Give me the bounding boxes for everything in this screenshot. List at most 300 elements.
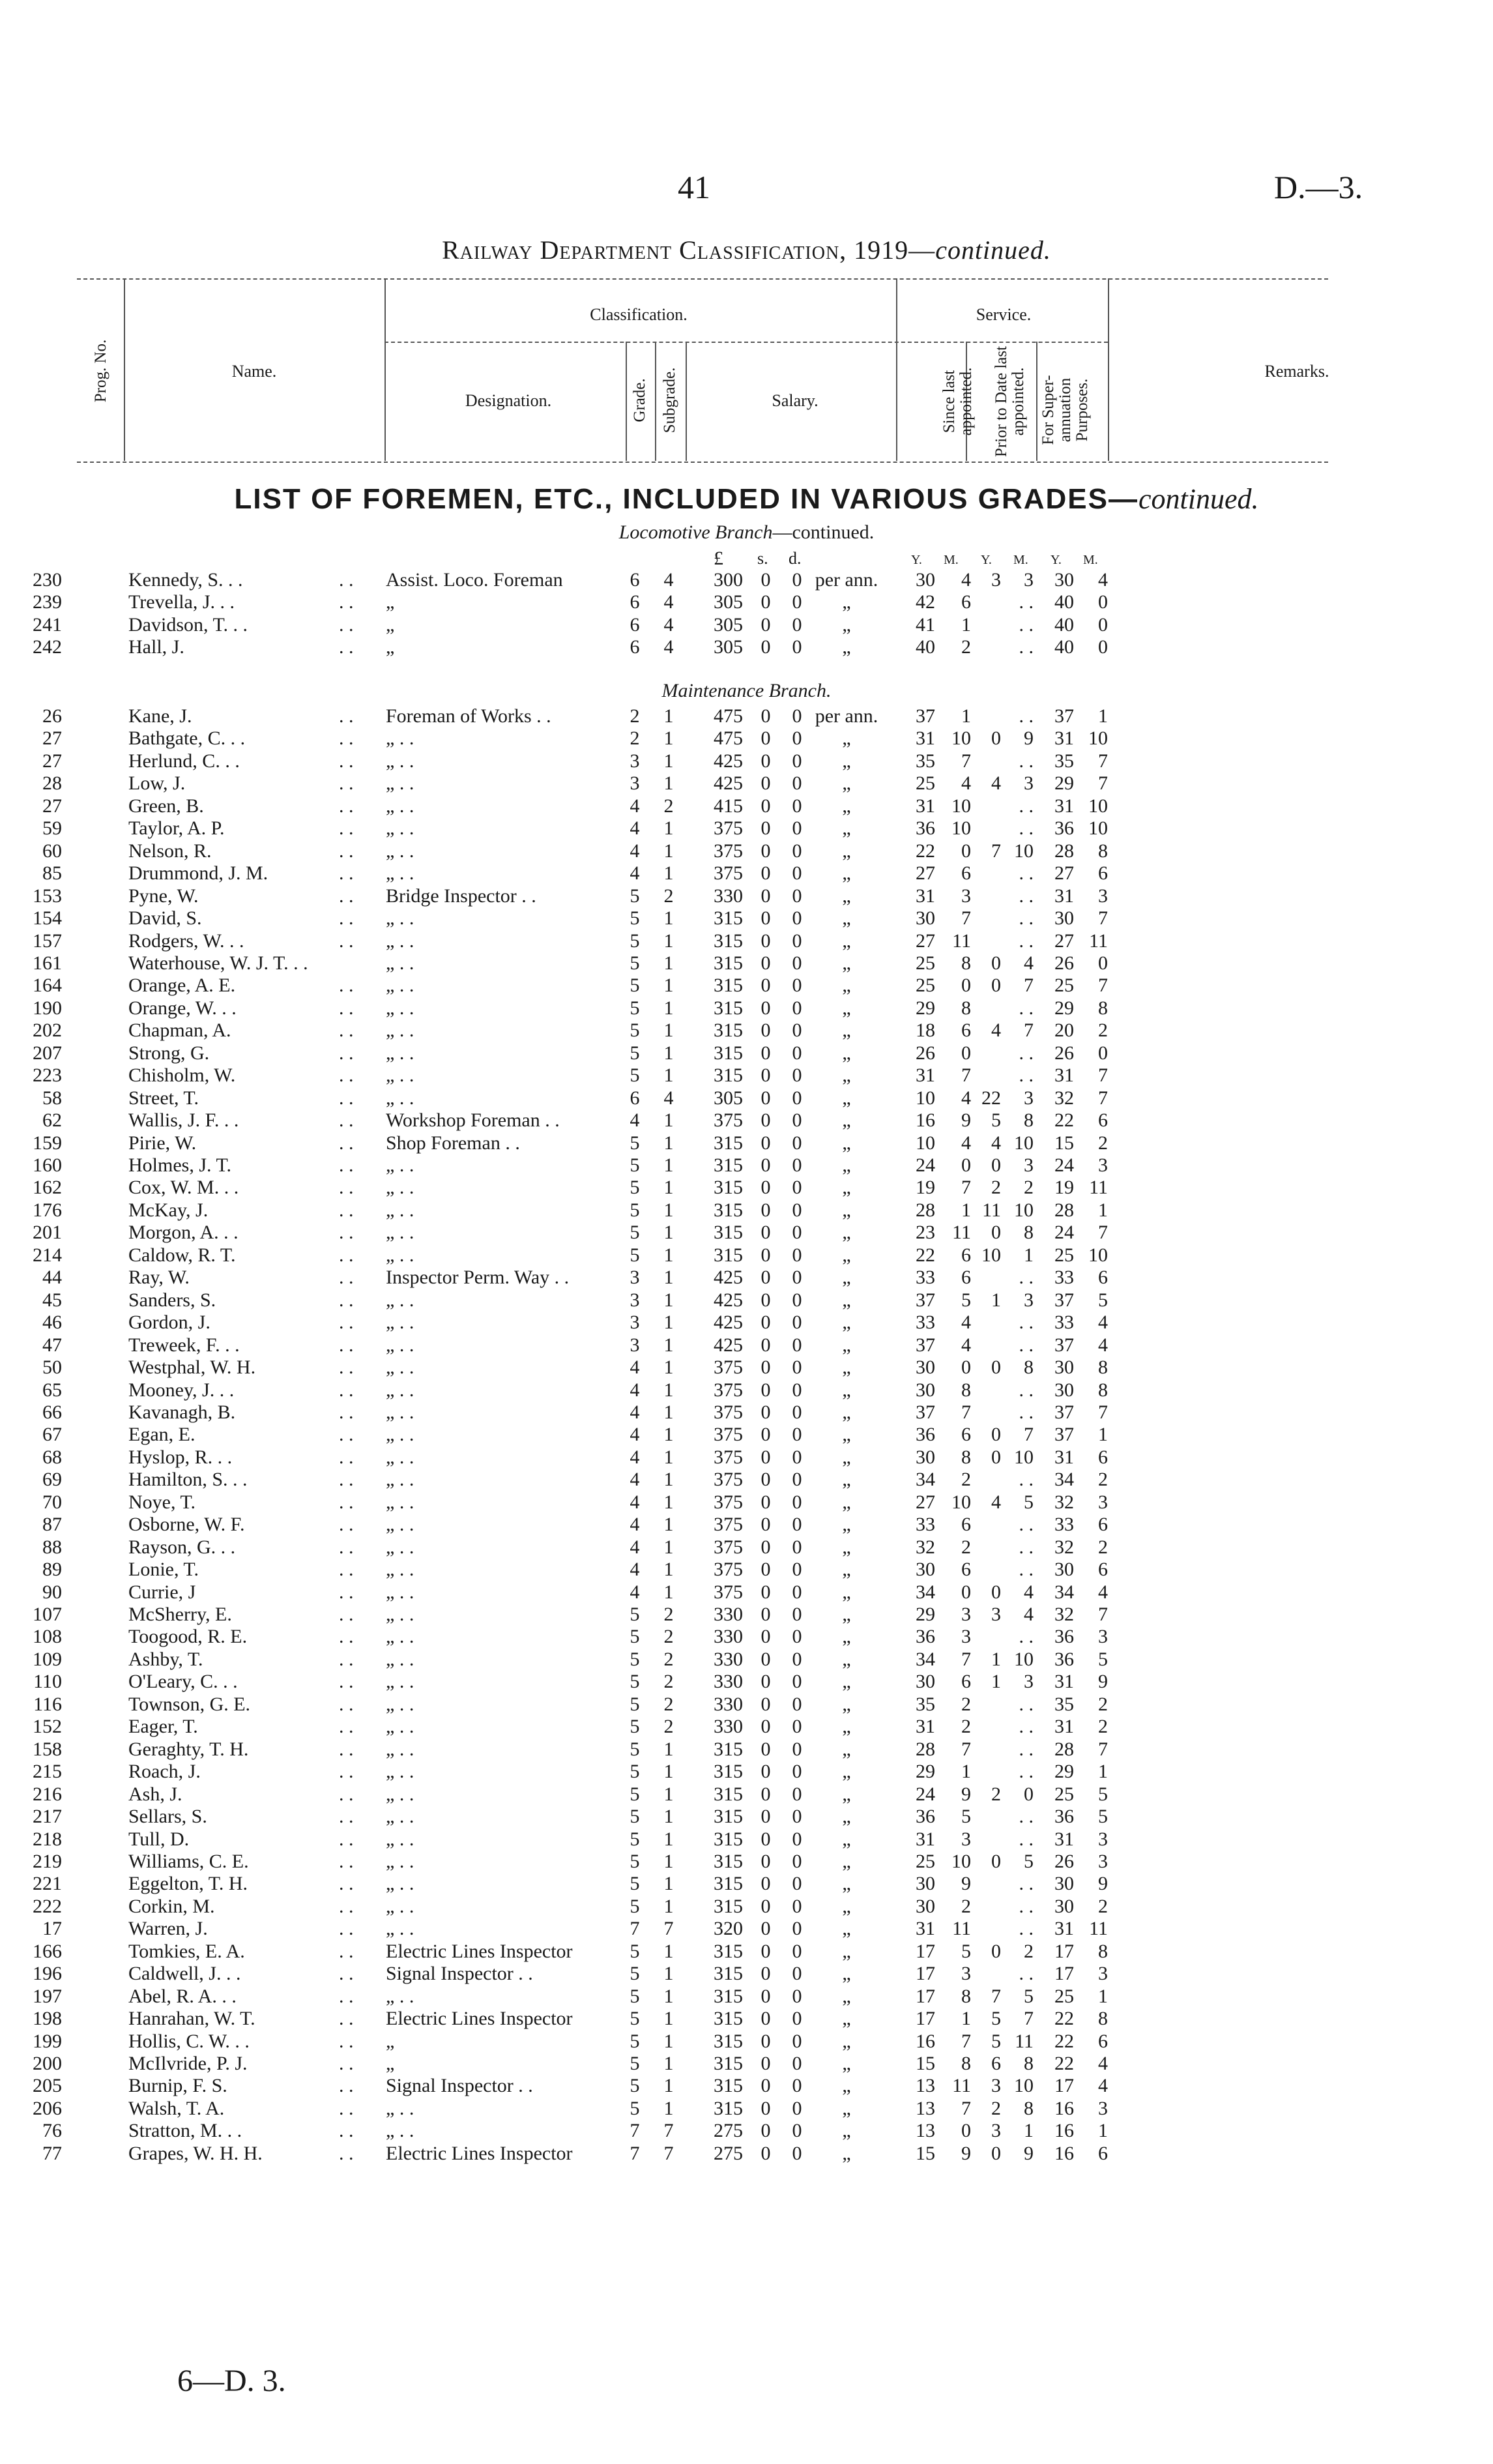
cell-grade: 5 <box>630 1716 640 1738</box>
table-row <box>0 2098 1493 2119</box>
cell-m3: 5 <box>1098 1806 1108 1828</box>
header-divider <box>686 342 687 461</box>
cell-sub: 1 <box>663 1514 674 1536</box>
table-row <box>0 1738 1493 1759</box>
cell-y3: 34 <box>1054 1581 1074 1603</box>
cell-y1: 19 <box>916 1177 935 1199</box>
cell-s: 0 <box>761 1963 771 1985</box>
cell-per: „ <box>842 613 851 636</box>
list-title-main: LIST OF FOREMEN, ETC., INCLUDED IN VARIOUS GRADES— <box>234 483 1138 515</box>
cell-pound: 315 <box>714 1828 743 1850</box>
cell-dots: . . <box>339 569 354 591</box>
cell-y3: 36 <box>1054 1648 1074 1670</box>
cell-sub: 2 <box>663 1648 674 1670</box>
cell-s: 0 <box>761 1289 771 1311</box>
cell-d: 0 <box>792 817 802 840</box>
cell-per: „ <box>842 1401 851 1423</box>
unit-y1: Y. <box>911 553 922 567</box>
table-row <box>0 2008 1493 2029</box>
cell-y1: 13 <box>916 2120 935 2142</box>
cell-dots: . . <box>339 1491 354 1513</box>
unit-m2: M. <box>1013 553 1028 567</box>
header-name: Name. <box>231 362 277 381</box>
cell-prog: 26 <box>42 705 62 727</box>
cell-prog: 202 <box>33 1019 62 1042</box>
cell-pound: 315 <box>714 1806 743 1828</box>
cell-s: 0 <box>761 1491 771 1513</box>
cell-s: 0 <box>761 1895 771 1917</box>
cell-prog: 65 <box>42 1379 62 1401</box>
cell-y3: 28 <box>1054 1199 1074 1221</box>
cell-prog: 239 <box>33 591 62 613</box>
unit-pound: £ <box>714 548 723 569</box>
cell-y1: 25 <box>916 772 935 795</box>
cell-dots: . . <box>339 705 354 727</box>
cell-m2: 7 <box>1024 1424 1034 1446</box>
cell-m1: 5 <box>961 1940 971 1962</box>
cell-grade: 4 <box>630 840 640 862</box>
cell-y1: 31 <box>916 1716 935 1738</box>
cell-per: „ <box>842 750 851 772</box>
cell-per: „ <box>842 1177 851 1199</box>
cell-grade: 4 <box>630 1581 640 1603</box>
cell-m2: 10 <box>1014 1446 1034 1468</box>
cell-pound: 315 <box>714 2053 743 2074</box>
cell-sub: 1 <box>663 1312 674 1334</box>
cell-dots: . . <box>339 1671 354 1693</box>
cell-s: 0 <box>761 1648 771 1670</box>
cell-y1: 41 <box>916 613 935 636</box>
cell-s: 0 <box>761 750 771 772</box>
cell-name: Westphal, W. H. <box>128 1357 256 1379</box>
cell-m1: 4 <box>961 1312 971 1334</box>
cell-name: Waterhouse, W. J. T. . . <box>128 952 308 974</box>
cell-m1: 3 <box>961 1626 971 1648</box>
cell-y3: 26 <box>1054 1850 1074 1872</box>
cell-d: 0 <box>792 885 802 907</box>
cell-m3: 1 <box>1098 1424 1108 1446</box>
cell-prog: 157 <box>33 930 62 952</box>
cell-y1: 15 <box>916 2053 935 2074</box>
cell-prog: 161 <box>33 952 62 974</box>
cell-pound: 315 <box>714 907 743 930</box>
cell-pound: 315 <box>714 1985 743 2007</box>
unit-shillings: s. <box>757 549 768 568</box>
cell-m1: 3 <box>961 1604 971 1625</box>
cell-y1: 30 <box>916 1357 935 1379</box>
cell-name: Chisholm, W. <box>128 1064 236 1087</box>
cell-s: 0 <box>761 1536 771 1558</box>
table-row <box>0 1042 1493 1063</box>
cell-s: 0 <box>761 885 771 907</box>
cell-y1: 25 <box>916 975 935 997</box>
header-top-rule <box>77 278 1328 280</box>
cell-per: „ <box>842 1064 851 1087</box>
cell-s: 0 <box>761 997 771 1019</box>
cell-pound: 275 <box>714 2142 743 2164</box>
cell-dots: . . <box>339 613 354 636</box>
cell-s: 0 <box>761 2075 771 2097</box>
cell-per: „ <box>842 1963 851 1985</box>
cell-y1: 23 <box>916 1222 935 1244</box>
cell-name: Low, J. <box>128 772 186 795</box>
table-row <box>0 727 1493 748</box>
cell-s: 0 <box>761 1806 771 1828</box>
cell-desig: Signal Inspector . . <box>386 2075 533 2097</box>
table-row <box>0 591 1493 612</box>
cell-s: 0 <box>761 1042 771 1064</box>
cell-m3: 1 <box>1098 1199 1108 1221</box>
cell-y1: 33 <box>916 1514 935 1536</box>
cell-y1: 30 <box>916 1379 935 1401</box>
cell-desig: „ . . <box>386 1019 414 1042</box>
cell-d: 0 <box>792 1312 802 1334</box>
cell-m3: 11 <box>1089 1177 1108 1199</box>
cell-y1: 32 <box>916 1536 935 1558</box>
cell-desig: „ . . <box>386 772 414 795</box>
cell-d: 0 <box>792 2120 802 2142</box>
list-title <box>0 482 1493 516</box>
cell-d: 0 <box>792 1177 802 1199</box>
cell-m2: 4 <box>1024 952 1034 974</box>
cell-s: 0 <box>761 1985 771 2007</box>
table-row <box>0 1783 1493 1804</box>
cell-desig: „ . . <box>386 1244 414 1266</box>
cell-m1: 10 <box>951 1850 971 1872</box>
header-classification: Classification. <box>590 305 688 324</box>
cell-y2: 4 <box>991 1132 1001 1154</box>
cell-name: Nelson, R. <box>128 840 212 862</box>
cell-d: 0 <box>792 1019 802 1042</box>
unit-y3: Y. <box>1051 553 1062 567</box>
cell-m3: 7 <box>1098 1401 1108 1423</box>
cell-desig: „ . . <box>386 1761 414 1783</box>
cell-sub: 2 <box>663 1693 674 1715</box>
cell-dots: . . <box>339 727 354 750</box>
cell-m2: 11 <box>1015 2030 1034 2052</box>
cell-pound: 315 <box>714 1783 743 1805</box>
cell-name: Caldow, R. T. <box>128 1244 236 1266</box>
cell-per: „ <box>842 1783 851 1805</box>
cell-prog: 197 <box>33 1985 62 2007</box>
cell-pound: 415 <box>714 795 743 817</box>
cell-m3: 8 <box>1098 997 1108 1019</box>
cell-desig: „ . . <box>386 1985 414 2007</box>
cell-name: Kane, J. <box>128 705 192 727</box>
cell-m2: . . <box>1019 1334 1034 1356</box>
cell-pound: 375 <box>714 862 743 885</box>
cell-desig: „ . . <box>386 1850 414 1872</box>
page-title <box>0 235 1493 265</box>
cell-prog: 68 <box>42 1446 62 1468</box>
cell-y2: 0 <box>991 975 1001 997</box>
cell-m3: 6 <box>1098 2030 1108 2052</box>
cell-dots: . . <box>339 2053 354 2074</box>
cell-m2: 8 <box>1024 1222 1034 1244</box>
cell-name: Holmes, J. T. <box>128 1154 232 1176</box>
table-row <box>0 1806 1493 1826</box>
cell-desig: „ <box>386 636 395 658</box>
cell-pound: 315 <box>714 1244 743 1266</box>
cell-name: Lonie, T. <box>128 1559 199 1581</box>
cell-prog: 62 <box>42 1109 62 1132</box>
cell-prog: 153 <box>33 885 62 907</box>
cell-dots: . . <box>339 840 354 862</box>
cell-pound: 315 <box>714 1064 743 1087</box>
cell-m2: 8 <box>1024 2053 1034 2074</box>
cell-m2: 2 <box>1024 1177 1034 1199</box>
cell-sub: 1 <box>663 862 674 885</box>
cell-grade: 3 <box>630 1289 640 1311</box>
cell-m1: 4 <box>961 1132 971 1154</box>
cell-m2: 3 <box>1024 1671 1034 1693</box>
cell-m3: 6 <box>1098 1109 1108 1132</box>
cell-desig: „ . . <box>386 1559 414 1581</box>
cell-per: „ <box>842 1289 851 1311</box>
cell-per: „ <box>842 930 851 952</box>
cell-y3: 19 <box>1054 1177 1074 1199</box>
cell-m2: . . <box>1019 817 1034 840</box>
cell-dots: . . <box>339 1379 354 1401</box>
cell-m1: 7 <box>961 2030 971 2052</box>
cell-grade: 5 <box>630 930 640 952</box>
cell-m2: 8 <box>1024 1357 1034 1379</box>
cell-per: „ <box>842 2008 851 2030</box>
document-reference: D.—3. <box>1274 169 1363 205</box>
table-row <box>0 1446 1493 1467</box>
cell-m1: 9 <box>961 1783 971 1805</box>
cell-name: Sanders, S. <box>128 1289 216 1311</box>
cell-dots: . . <box>339 997 354 1019</box>
cell-y1: 31 <box>916 1064 935 1087</box>
header-subgrade: Subgrade. <box>661 367 678 433</box>
cell-m2: 5 <box>1024 1850 1034 1872</box>
cell-m1: 10 <box>951 1491 971 1513</box>
cell-name: Mooney, J. . . <box>128 1379 235 1401</box>
cell-desig: „ . . <box>386 1357 414 1379</box>
cell-pound: 330 <box>714 1693 743 1715</box>
cell-grade: 2 <box>630 705 640 727</box>
cell-dots: . . <box>339 1895 354 1917</box>
table-row <box>0 840 1493 861</box>
cell-m3: 7 <box>1098 772 1108 795</box>
cell-y2: 4 <box>991 772 1001 795</box>
cell-dots: . . <box>339 2120 354 2142</box>
cell-y1: 27 <box>916 862 935 885</box>
cell-per: „ <box>842 975 851 997</box>
cell-sub: 1 <box>663 1401 674 1423</box>
cell-m3: 3 <box>1098 1963 1108 1985</box>
table-row <box>0 1289 1493 1310</box>
cell-grade: 4 <box>630 1514 640 1536</box>
cell-prog: 109 <box>33 1648 62 1670</box>
cell-sub: 2 <box>663 1626 674 1648</box>
cell-prog: 27 <box>42 795 62 817</box>
cell-sub: 1 <box>663 1244 674 1266</box>
cell-m3: 4 <box>1098 2053 1108 2074</box>
cell-pound: 315 <box>714 1132 743 1154</box>
cell-d: 0 <box>792 1064 802 1087</box>
cell-grade: 5 <box>630 2053 640 2074</box>
cell-dots: . . <box>339 1154 354 1176</box>
cell-y3: 17 <box>1054 2075 1074 2097</box>
cell-dots: . . <box>339 862 354 885</box>
cell-desig: „ . . <box>386 750 414 772</box>
cell-name: Sellars, S. <box>128 1806 207 1828</box>
cell-d: 0 <box>792 750 802 772</box>
cell-s: 0 <box>761 1873 771 1895</box>
cell-sub: 1 <box>663 1199 674 1221</box>
cell-prog: 190 <box>33 997 62 1019</box>
cell-m2: 4 <box>1024 1604 1034 1625</box>
table-row <box>0 1694 1493 1714</box>
cell-y1: 30 <box>916 569 935 591</box>
cell-y3: 35 <box>1054 1693 1074 1715</box>
cell-grade: 5 <box>630 1963 640 1985</box>
cell-m1: 7 <box>961 1401 971 1423</box>
cell-pound: 425 <box>714 1267 743 1289</box>
cell-m1: 10 <box>951 817 971 840</box>
cell-d: 0 <box>792 2142 802 2164</box>
cell-prog: 44 <box>42 1267 62 1289</box>
cell-pound: 375 <box>714 1379 743 1401</box>
cell-s: 0 <box>761 1761 771 1783</box>
cell-dots: . . <box>339 1267 354 1289</box>
cell-m2: . . <box>1019 1626 1034 1648</box>
cell-d: 0 <box>792 1536 802 1558</box>
cell-m1: 7 <box>961 907 971 930</box>
cell-m3: 10 <box>1088 727 1108 750</box>
cell-dots: . . <box>339 1626 354 1648</box>
cell-name: Orange, A. E. <box>128 975 236 997</box>
cell-m1: 6 <box>961 1267 971 1289</box>
cell-pound: 375 <box>714 840 743 862</box>
cell-s: 0 <box>761 1940 771 1962</box>
cell-y1: 36 <box>916 817 935 840</box>
cell-s: 0 <box>761 930 771 952</box>
cell-desig: „ . . <box>386 1514 414 1536</box>
cell-desig: Electric Lines Inspector <box>386 2008 573 2030</box>
cell-desig: „ . . <box>386 1806 414 1828</box>
cell-per: „ <box>842 636 851 658</box>
cell-s: 0 <box>761 1087 771 1109</box>
header-divider <box>655 342 656 461</box>
cell-sub: 1 <box>663 1019 674 1042</box>
cell-sub: 1 <box>663 1873 674 1895</box>
cell-prog: 217 <box>33 1806 62 1828</box>
cell-sub: 1 <box>663 2008 674 2030</box>
cell-per: „ <box>842 1693 851 1715</box>
cell-dots: . . <box>339 1940 354 1962</box>
table-row <box>0 1649 1493 1669</box>
cell-m2: . . <box>1019 1828 1034 1850</box>
cell-m3: 7 <box>1098 1604 1108 1625</box>
cell-y3: 35 <box>1054 750 1074 772</box>
cell-name: Trevella, J. . . <box>128 591 235 613</box>
cell-dots: . . <box>339 1109 354 1132</box>
cell-sub: 1 <box>663 1289 674 1311</box>
cell-prog: 66 <box>42 1401 62 1423</box>
cell-pound: 315 <box>714 1940 743 1962</box>
cell-m1: 4 <box>961 1087 971 1109</box>
cell-pound: 330 <box>714 1648 743 1670</box>
cell-m3: 3 <box>1098 1491 1108 1513</box>
cell-m2: 10 <box>1014 1648 1034 1670</box>
cell-pound: 375 <box>714 1357 743 1379</box>
cell-y3: 16 <box>1054 2120 1074 2142</box>
cell-grade: 6 <box>630 613 640 636</box>
table-row <box>0 1918 1493 1939</box>
cell-m1: 10 <box>951 727 971 750</box>
cell-name: Caldwell, J. . . <box>128 1963 241 1985</box>
cell-y2: 0 <box>991 1850 1001 1872</box>
cell-pound: 375 <box>714 1491 743 1513</box>
cell-sub: 1 <box>663 2097 674 2119</box>
cell-y1: 17 <box>916 1985 935 2007</box>
cell-m1: 8 <box>961 1446 971 1468</box>
cell-name: Noye, T. <box>128 1491 196 1513</box>
cell-dots: . . <box>339 885 354 907</box>
cell-prog: 88 <box>42 1536 62 1558</box>
cell-s: 0 <box>761 817 771 840</box>
cell-desig: „ . . <box>386 1873 414 1895</box>
cell-m2: . . <box>1019 795 1034 817</box>
cell-m2: . . <box>1019 885 1034 907</box>
cell-y3: 30 <box>1054 907 1074 930</box>
cell-y1: 33 <box>916 1312 935 1334</box>
cell-dots: . . <box>339 1334 354 1356</box>
cell-y3: 36 <box>1054 1626 1074 1648</box>
cell-s: 0 <box>761 1199 771 1221</box>
cell-d: 0 <box>792 975 802 997</box>
cell-desig: „ . . <box>386 840 414 862</box>
table-row <box>0 2075 1493 2096</box>
cell-pound: 315 <box>714 2008 743 2030</box>
cell-m3: 6 <box>1098 1559 1108 1581</box>
cell-m1: 10 <box>951 795 971 817</box>
cell-sub: 1 <box>663 1424 674 1446</box>
table-row <box>0 1536 1493 1557</box>
cell-d: 0 <box>792 1222 802 1244</box>
cell-prog: 199 <box>33 2030 62 2052</box>
cell-dots: . . <box>339 817 354 840</box>
cell-desig: „ . . <box>386 1042 414 1064</box>
cell-s: 0 <box>761 591 771 613</box>
cell-per: „ <box>842 1154 851 1176</box>
cell-dots: . . <box>339 1761 354 1783</box>
cell-desig: Foreman of Works . . <box>386 705 551 727</box>
cell-s: 0 <box>761 2053 771 2074</box>
cell-per: „ <box>842 840 851 862</box>
cell-prog: 27 <box>42 727 62 750</box>
cell-dots: . . <box>339 1783 354 1805</box>
cell-d: 0 <box>792 1985 802 2007</box>
cell-dots: . . <box>339 1716 354 1738</box>
cell-pound: 375 <box>714 1469 743 1491</box>
cell-pound: 330 <box>714 1671 743 1693</box>
cell-sub: 1 <box>663 1850 674 1872</box>
cell-per: „ <box>842 1648 851 1670</box>
cell-dots: . . <box>339 2030 354 2052</box>
cell-per: „ <box>842 1424 851 1446</box>
cell-name: Kavanagh, B. <box>128 1401 236 1423</box>
cell-y3: 25 <box>1054 1985 1074 2007</box>
cell-m1: 6 <box>961 1019 971 1042</box>
cell-grade: 4 <box>630 795 640 817</box>
cell-y3: 32 <box>1054 1604 1074 1625</box>
cell-name: Hanrahan, W. T. <box>128 2008 255 2030</box>
cell-prog: 76 <box>42 2120 62 2142</box>
